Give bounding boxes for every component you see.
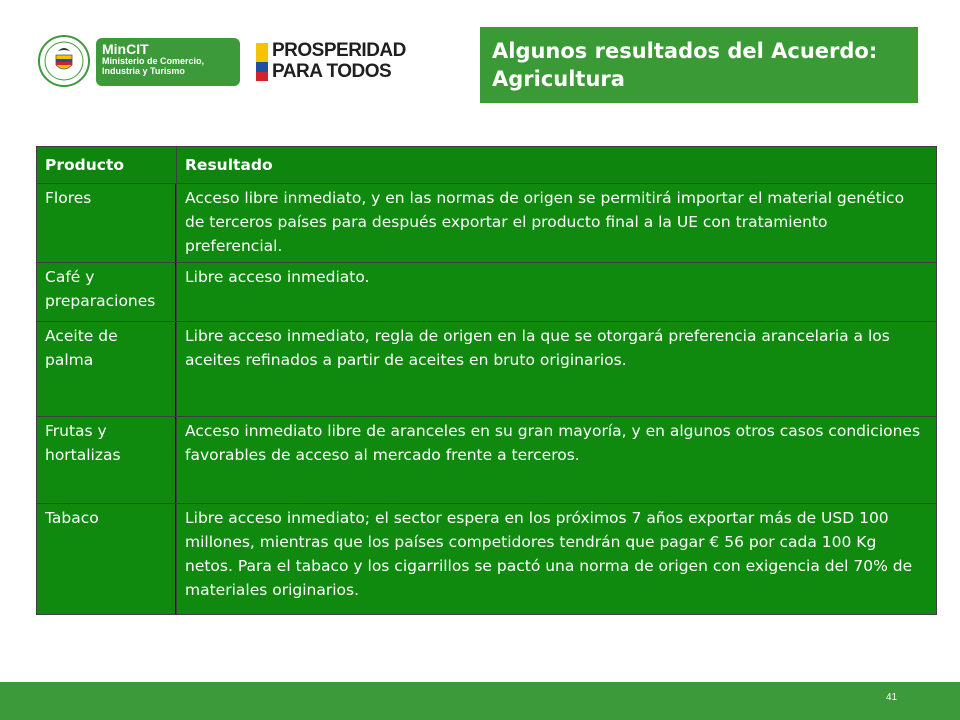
header-resultado: Resultado	[177, 147, 937, 184]
results-table	[36, 146, 937, 615]
slide-title	[480, 27, 918, 103]
cell-producto: Café y preparaciones	[37, 263, 177, 322]
header-producto: Producto	[37, 147, 177, 184]
cell-producto: Tabaco	[37, 504, 177, 615]
results-table-wrapper	[36, 146, 936, 615]
prosperidad-logo	[256, 40, 428, 86]
table-row	[37, 322, 937, 417]
mincit-text-box	[96, 38, 240, 86]
table-row	[37, 417, 937, 504]
cell-resultado: Acceso inmediato libre de aranceles en su gran mayoría, y en algunos otros casos condiciones favorables de acceso al mercado frente a terceros.	[177, 417, 937, 504]
footer-bar	[0, 682, 960, 720]
cell-producto: Frutas y hortalizas	[37, 417, 177, 504]
prosperidad-line2: PARA TODOS	[272, 61, 392, 82]
title-line2: Agricultura	[492, 67, 625, 91]
title-line1: Algunos resultados del Acuerdo:	[492, 39, 878, 63]
mincit-line2: Industria y Turismo	[102, 66, 185, 76]
page-number: 41	[886, 692, 898, 703]
cell-resultado: Libre acceso inmediato; el sector espera en los próximos 7 años exportar más de USD 100 millones, mientras que los países competidores tendrán que pagar € 56 por cada 100 Kg netos. Para el tabaco y los cigarrillos se pactó una norma de origen con exigencia del 70% de materiales originarios.	[177, 504, 937, 615]
table-row	[37, 263, 937, 322]
cell-resultado: Libre acceso inmediato, regla de origen en la que se otorgará preferencia arancelaria a los aceites refinados a partir de aceites en bruto originarios.	[177, 322, 937, 417]
colombia-flag-icon	[256, 43, 268, 81]
prosperidad-text	[272, 40, 406, 82]
colombia-seal-icon	[38, 35, 90, 87]
cell-resultado: Acceso libre inmediato, y en las normas de origen se permitirá importar el material genético de terceros países para después exportar el producto final a la UE con tratamiento preferencial.	[177, 184, 937, 263]
cell-resultado: Libre acceso inmediato.	[177, 263, 937, 322]
mincit-brand: MinCIT	[102, 41, 149, 57]
cell-producto: Flores	[37, 184, 177, 263]
table-header-row	[37, 147, 937, 184]
table-row	[37, 504, 937, 615]
mincit-logo	[38, 35, 240, 87]
table-row	[37, 184, 937, 263]
prosperidad-line1: PROSPERIDAD	[272, 40, 406, 61]
cell-producto: Aceite de palma	[37, 322, 177, 417]
mincit-line1: Ministerio de Comercio,	[102, 56, 205, 66]
